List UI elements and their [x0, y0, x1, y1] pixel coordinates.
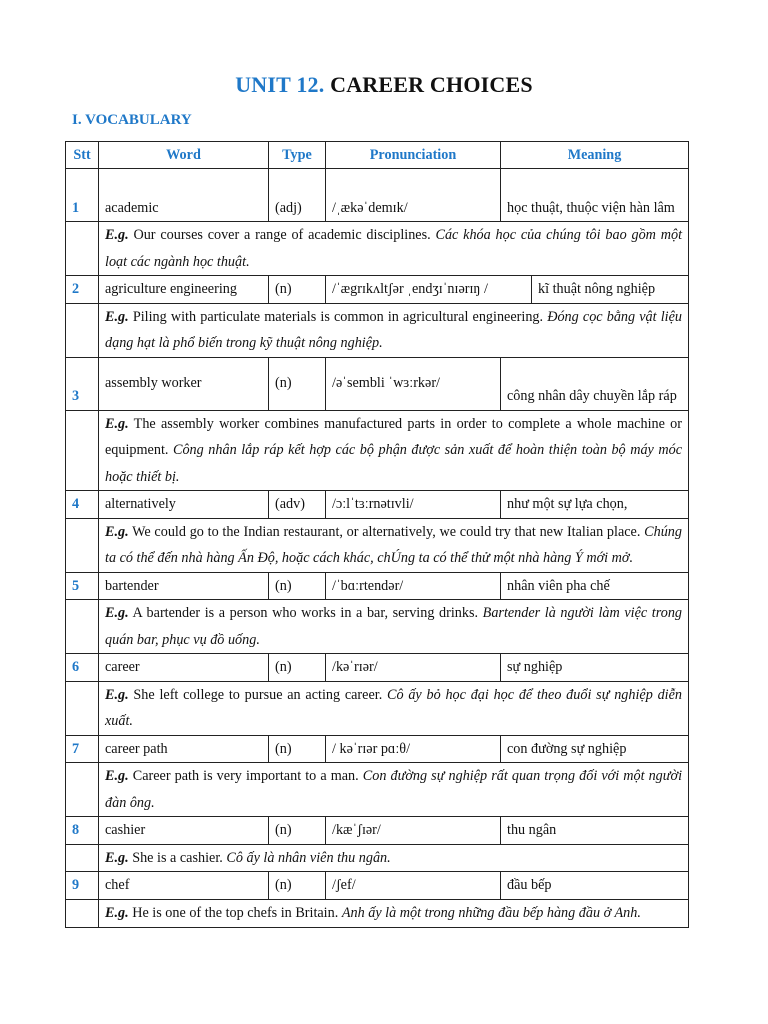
word-cell: assembly worker [99, 357, 269, 410]
row-number: 9 [66, 872, 99, 900]
header-stt: Stt [66, 142, 99, 169]
row-number: 6 [66, 654, 99, 682]
example-label: E.g. [105, 308, 129, 325]
table-header-row [66, 142, 689, 169]
example-label: E.g. [105, 905, 129, 921]
example-row [66, 303, 689, 357]
example-vietnamese: Anh ấy là một trong những đầu bếp hàng đầu ở Anh. [341, 905, 641, 921]
table-row [66, 276, 689, 304]
pronunciation-cell: /ʃef/ [326, 872, 501, 900]
pron-meaning-cell [326, 276, 689, 304]
type-cell: (adv) [269, 491, 326, 519]
pronunciation-cell: /ˌækəˈdemɪk/ [326, 169, 501, 222]
meaning-cell: con đường sự nghiệp [501, 735, 689, 763]
example-vietnamese: Bartender là người làm việc trong quán bar, phục vụ đồ uống. [105, 605, 683, 648]
pronunciation-cell: /ˈægrɪkʌltʃər ˌendʒɪˈnɪərɪŋ / [332, 281, 488, 297]
example-vietnamese: Các khóa học của chúng tôi bao gồm một loạt các ngành học thuật. [105, 227, 683, 270]
word-cell: bartender [99, 572, 269, 600]
example-english: He is one of the top chefs in Britain. [132, 905, 339, 921]
example-label: E.g. [105, 415, 129, 432]
type-cell: (n) [269, 572, 326, 600]
pronunciation-cell: /ɔːlˈtɜːrnətɪvli/ [326, 491, 501, 519]
table-row [66, 817, 689, 845]
word-cell: career path [99, 735, 269, 763]
example-english: A bartender is a person who works in a bar, serving drinks. [132, 605, 479, 621]
page-title [0, 72, 768, 98]
header-pronunciation: Pronunciation [326, 142, 501, 169]
example-row [66, 600, 689, 654]
meaning-cell: kĩ thuật nông nghiệp [531, 276, 682, 303]
example-label: E.g. [105, 768, 129, 784]
row-number: 1 [66, 169, 99, 222]
example-row [66, 410, 689, 491]
table-row [66, 654, 689, 682]
example-label: E.g. [105, 523, 129, 540]
vocabulary-table [65, 141, 689, 928]
example-english: Career path is very important to a man. [132, 768, 359, 784]
example-cell [99, 410, 689, 491]
table-row [66, 872, 689, 900]
example-vietnamese: Chúng ta có thể đến nhà hàng Ấn Độ, hoặc cách khác, chÚng ta có thể thử một nhà hàng Ý mới mở. [105, 523, 682, 566]
example-row [66, 518, 689, 572]
row-number: 2 [66, 276, 99, 304]
meaning-cell: đầu bếp [501, 872, 689, 900]
example-vietnamese: Con đường sự nghiệp rất quan trọng đối với một người đàn ông. [105, 768, 683, 811]
type-cell: (n) [269, 654, 326, 682]
row-number: 4 [66, 491, 99, 519]
meaning-cell: công nhân dây chuyền lắp ráp [501, 357, 689, 410]
type-cell: (n) [269, 276, 326, 304]
row-number: 7 [66, 735, 99, 763]
pronunciation-cell: /əˈsembli ˈwɜːrkər/ [326, 357, 501, 410]
example-row [66, 844, 689, 872]
row-number: 5 [66, 572, 99, 600]
type-cell: (adj) [269, 169, 326, 222]
example-english: She left college to pursue an acting career. [133, 686, 383, 703]
header-meaning: Meaning [501, 142, 689, 169]
pronunciation-cell: / kəˈrɪər pɑːθ/ [326, 735, 501, 763]
example-row [66, 222, 689, 276]
example-row [66, 763, 689, 817]
example-cell [99, 600, 689, 654]
type-cell: (n) [269, 817, 326, 845]
example-cell [99, 681, 689, 735]
section-heading: I. VOCABULARY [72, 112, 192, 128]
example-label: E.g. [105, 849, 129, 866]
table-row [66, 491, 689, 519]
example-vietnamese: Công nhân lắp ráp kết hợp các bộ phận được sản xuất để hoàn thiện toàn bộ máy móc hoặc thiết bị. [105, 442, 683, 485]
example-english: Piling with particulate materials is common in agricultural engineering. [132, 308, 544, 325]
header-type: Type [269, 142, 326, 169]
word-cell: agriculture engineering [99, 276, 269, 304]
example-row [66, 899, 689, 927]
example-cell [99, 899, 689, 927]
unit-name: CAREER CHOICES [330, 72, 533, 97]
example-label: E.g. [105, 227, 129, 243]
word-cell: career [99, 654, 269, 682]
example-row [66, 681, 689, 735]
example-cell [99, 303, 689, 357]
meaning-cell: như một sự lựa chọn, [501, 491, 689, 519]
pronunciation-cell: /kæˈʃɪər/ [326, 817, 501, 845]
example-english: The assembly worker combines manufactured parts in order to complete a whole machine or equipment. [105, 415, 682, 458]
example-label: E.g. [105, 686, 129, 703]
meaning-cell: học thuật, thuộc viện hàn lâm [501, 169, 689, 222]
example-cell [99, 763, 689, 817]
example-cell [99, 222, 689, 276]
type-cell: (n) [269, 357, 326, 410]
example-vietnamese: Đóng cọc bằng vật liệu dạng hạt là phổ biến trong kỹ thuật nông nghiệp. [105, 308, 683, 351]
example-cell [99, 844, 689, 872]
word-cell: chef [99, 872, 269, 900]
header-word: Word [99, 142, 269, 169]
word-cell: academic [99, 169, 269, 222]
table-row [66, 735, 689, 763]
example-vietnamese: Cô ấy là nhân viên thu ngân. [226, 849, 391, 866]
example-cell [99, 518, 689, 572]
example-label: E.g. [105, 605, 129, 621]
meaning-cell: sự nghiệp [501, 654, 689, 682]
example-english: We could go to the Indian restaurant, or alternatively, we could try that new Italian place. [132, 523, 641, 540]
pronunciation-cell: /kəˈrɪər/ [326, 654, 501, 682]
type-cell: (n) [269, 872, 326, 900]
meaning-cell: thu ngân [501, 817, 689, 845]
row-number: 3 [66, 357, 99, 410]
type-cell: (n) [269, 735, 326, 763]
meaning-cell: nhân viên pha chế [501, 572, 689, 600]
table-row [66, 169, 689, 222]
pronunciation-cell: /ˈbɑːrtendər/ [326, 572, 501, 600]
word-cell: alternatively [99, 491, 269, 519]
example-vietnamese: Cô ấy bỏ học đại học để theo đuổi sự nghiệp diễn xuất. [105, 686, 683, 729]
row-number: 8 [66, 817, 99, 845]
example-english: She is a cashier. [132, 849, 223, 866]
word-cell: cashier [99, 817, 269, 845]
table-row [66, 572, 689, 600]
unit-number: UNIT 12. [235, 72, 325, 97]
table-row [66, 357, 689, 410]
example-english: Our courses cover a range of academic disciplines. [133, 227, 431, 243]
